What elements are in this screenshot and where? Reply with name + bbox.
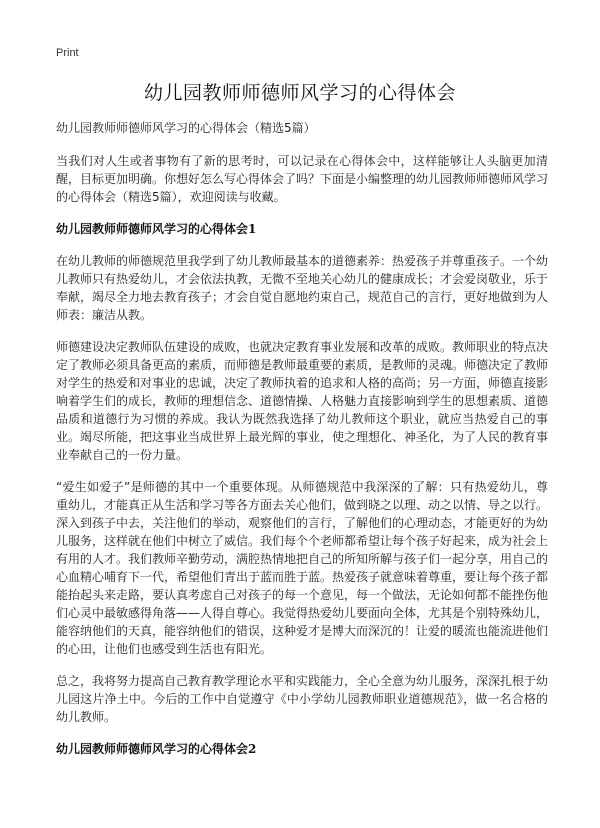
section-1-paragraph-3: “爱生如爱子”是师德的其中一个重要体现。从师德规范中我深深的了解：只有热爱幼儿，尊重幼儿，才能真正从生活和学习等各方面去关心他们，做到晓之以理、动之以情、导之以行。深入到孩子中去，关注他们的举动，观察他们的言行，了解他们的心理动态，才能更好的为幼儿服务，这样就在他们中树立了威信。我们每个个老师都希望让每个孩子好起来，成为社会上有用的人才。我们教师辛勤劳动，满腔热情地把自己的所知所解与孩子们一起分享，用自己的心血精心哺育下一代，希望他们青出于蓝而胜于蓝。热爱孩子就意味着尊重，要让每个孩子都能抬起头来走路，要认真考虑自己对孩子的每一个意见，每一个做法，无论如何都不能挫伤他们心灵中最敏感得角落——人得自尊心。我觉得热爱幼儿要面向全体，尤其是个别特殊幼儿，能容纳他们的天真，能容纳他们的错误，这种爱才是博大而深沉的！让爱的暖流也能流进他们的心田，让他们也感受到生活也有阳光。 [56,480,549,656]
page-title: 幼儿园教师师德师风学习的心得体会 [143,82,456,104]
article-subtitle: 幼儿园教师师德师风学习的心得体会（精选5篇） [56,121,316,135]
section-heading-1: 幼儿园教师师德师风学习的心得体会1 [56,222,257,236]
article-body [56,119,548,772]
section-heading-2: 幼儿园教师师德师风学习的心得体会2 [56,742,257,756]
section-1-paragraph-2: 师德建设决定教师队伍建设的成败，也就决定教育事业发展和改革的成败。教师职业的特点决定了教师必须具备更高的素质，而师德是教师最重要的素质，是教师的灵魂。师德决定了教师对学生的热爱和对事业的忠诚，决定了教师执着的追求和人格的高尚；另一方面，师德直接影响着学生们的成长，教师的理想信念、道德情操、人格魅力直接影响到学生的思想素质、道德品质和道德行为习惯的养成。我认为既然我选择了幼儿教师这个职业，就应当热爱自己的事业。竭尽所能，把这事业当成世界上最光辉的事业，使之理想化、神圣化，为了人民的教育事业奉献自己的一份力量。 [56,340,549,462]
section-1-paragraph-4: 总之，我将努力提高自己教育教学理论水平和实践能力，全心全意为幼儿服务，深深扎根于幼儿园这片净土中。今后的工作中自觉遵守《中小学幼儿园教师职业道德规范》，做一名合格的幼儿教师。 [56,674,549,724]
intro-paragraph: 当我们对人生或者事物有了新的思考时，可以记录在心得体会中，这样能够让人头脑更加清醒，目标更加明确。你想好怎么写心得体会了吗？下面是小编整理的幼儿园教师师德师风学习的心得体会（精选5篇），欢迎阅读与收藏。 [56,154,549,204]
print-link[interactable]: Print [56,47,79,59]
section-1-paragraph-1: 在幼儿教师的师德规范里我学到了幼儿教师最基本的道德素养：热爱孩子并尊重孩子。一个幼儿教师只有热爱幼儿，才会依法执教，无微不至地关心幼儿的健康成长；才会爱岗敬业，乐于奉献，竭尽全力地去教育孩子；才会自觉自愿地约束自己，规范自己的言行，更好地做到为人师表：廉洁从教。 [56,254,549,322]
